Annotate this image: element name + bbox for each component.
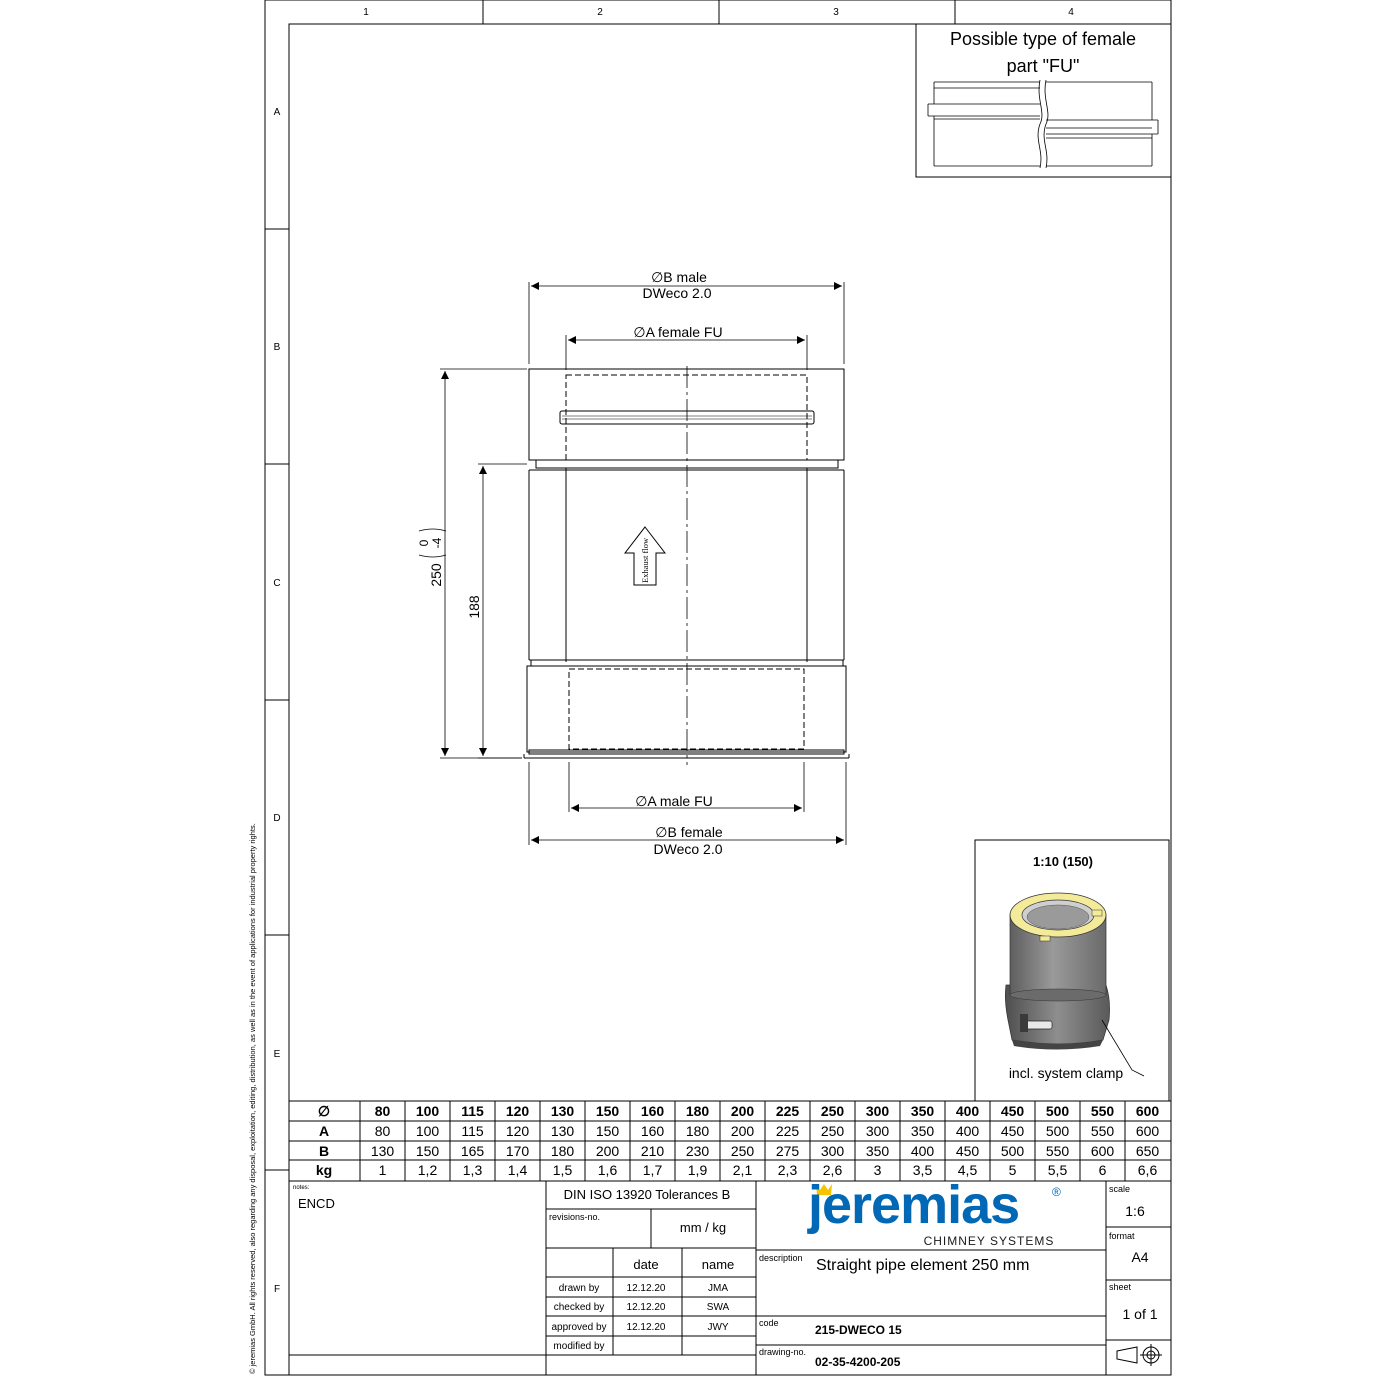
table-cell: 170 — [505, 1143, 530, 1159]
table-cell: 3 — [873, 1162, 882, 1178]
table-row-label: ∅ — [317, 1103, 331, 1119]
dim-total-250: 250 — [428, 563, 444, 587]
name-header: name — [701, 1257, 735, 1272]
table-cell: 600 — [1135, 1123, 1160, 1139]
dim-188: 188 — [466, 595, 482, 619]
dim-b-male-sub: DWeco 2.0 — [642, 285, 712, 301]
column-label: 1 — [363, 7, 369, 18]
table-cell: 500 — [1045, 1103, 1070, 1119]
row-labels — [273, 107, 280, 1295]
table-cell: 275 — [775, 1143, 800, 1159]
row-label: B — [273, 342, 281, 353]
dim-a-female: ∅A female FU — [633, 324, 723, 340]
drawn-name: JMA — [708, 1283, 728, 1294]
notes-label: notes: — [293, 1185, 310, 1191]
table-row-label: kg — [315, 1162, 333, 1178]
table-cell: 225 — [775, 1103, 800, 1119]
code-value: 215-DWECO 15 — [815, 1323, 902, 1337]
units: mm / kg — [679, 1220, 727, 1235]
approved-name: JWY — [707, 1322, 729, 1333]
table-cell: 1,5 — [552, 1162, 573, 1178]
table-cell: 180 — [685, 1103, 710, 1119]
scale-value: 1:6 — [1125, 1203, 1145, 1219]
table-cell: 115 — [461, 1103, 484, 1119]
table-cell: 450 — [1000, 1103, 1025, 1119]
row-label: A — [273, 107, 281, 118]
table-cell: 100 — [415, 1123, 440, 1139]
table-cell: 5 — [1008, 1162, 1017, 1178]
sheet-value: 1 of 1 — [1122, 1306, 1158, 1322]
table-cell: 300 — [865, 1103, 890, 1119]
table-cell: 400 — [955, 1123, 980, 1139]
table-cell: 120 — [505, 1103, 530, 1119]
table-cell: 550 — [1045, 1143, 1070, 1159]
table-cell: 115 — [461, 1123, 484, 1139]
pipe-element-drawing — [524, 366, 849, 765]
dim-tolerance-upper: 0 — [417, 539, 431, 547]
table-cell: 210 — [640, 1143, 665, 1159]
table-cell: 350 — [865, 1143, 890, 1159]
row-label: D — [273, 813, 281, 824]
table-cell: 150 — [595, 1123, 620, 1139]
dimension-labels — [417, 269, 723, 857]
inset-fu-title-line2: part "FU" — [1006, 56, 1080, 76]
title-block — [289, 1181, 1171, 1375]
table-cell: 400 — [955, 1103, 980, 1119]
scale-label: scale — [1109, 1184, 1131, 1194]
pipe-render-image — [1005, 893, 1109, 1050]
clamp-label: incl. system clamp — [1008, 1065, 1124, 1081]
table-cell: 250 — [820, 1123, 845, 1139]
code-label: code — [759, 1318, 779, 1328]
render-inset — [975, 840, 1169, 1101]
brand-subtitle: CHIMNEY SYSTEMS — [923, 1234, 1055, 1248]
column-label: 2 — [597, 7, 603, 18]
dim-tolerance-lower: -4 — [430, 537, 444, 549]
dim-a-male: ∅A male FU — [635, 793, 713, 809]
table-cell: 550 — [1090, 1103, 1115, 1119]
table-cell: 2,3 — [777, 1162, 798, 1178]
table-cell: 1,7 — [642, 1162, 663, 1178]
row-label: F — [273, 1284, 281, 1295]
row-label: E — [273, 1049, 281, 1060]
approved-date: 12.12.20 — [626, 1322, 666, 1333]
modified-label: modified by — [553, 1341, 605, 1352]
table-cell: 600 — [1135, 1103, 1160, 1119]
table-cell: 225 — [775, 1123, 800, 1139]
drawing-no-label: drawing-no. — [759, 1347, 807, 1357]
table-cell: 550 — [1090, 1123, 1115, 1139]
brand-registered: ® — [1052, 1185, 1061, 1199]
table-cell: 130 — [370, 1143, 395, 1159]
table-cell: 450 — [955, 1143, 980, 1159]
table-cell: 230 — [685, 1143, 710, 1159]
table-cell: 450 — [1000, 1123, 1025, 1139]
table-cell: 180 — [550, 1143, 575, 1159]
checked-label: checked by — [553, 1302, 605, 1313]
table-cell: 6 — [1098, 1162, 1107, 1178]
table-cell: 5,5 — [1047, 1162, 1068, 1178]
table-cell: 150 — [415, 1143, 440, 1159]
table-cell: 1,9 — [687, 1162, 708, 1178]
checked-name: SWA — [706, 1302, 730, 1313]
render-scale-label: 1:10 (150) — [1033, 854, 1093, 869]
revisions-label: revisions-no. — [549, 1212, 601, 1222]
table-cell: 500 — [1045, 1123, 1070, 1139]
format-value: A4 — [1131, 1249, 1149, 1265]
table-cell: 180 — [685, 1123, 710, 1139]
table-cell: 6,6 — [1137, 1162, 1158, 1178]
table-row-label: B — [318, 1143, 330, 1159]
table-cell: 2,6 — [822, 1162, 843, 1178]
table-row-label: A — [318, 1123, 330, 1139]
table-cell: 150 — [595, 1103, 620, 1119]
brand-logo-wordmark: jeremias — [808, 1175, 1020, 1235]
table-cell: 1,3 — [462, 1162, 483, 1178]
table-cell: 160 — [640, 1103, 665, 1119]
format-label: format — [1109, 1231, 1135, 1241]
column-label: 3 — [833, 7, 839, 18]
table-cell: 250 — [820, 1103, 845, 1119]
row-label: C — [273, 578, 281, 589]
table-cell: 165 — [460, 1143, 485, 1159]
exhaust-flow-label: Exhaust flow — [640, 537, 650, 583]
inset-fu — [916, 24, 1171, 177]
fu-profile-sketch — [928, 80, 1158, 168]
description-label: description — [759, 1253, 803, 1263]
table-cell: 350 — [910, 1103, 935, 1119]
table-cell: 300 — [820, 1143, 845, 1159]
table-cell: 3,5 — [912, 1162, 933, 1178]
tolerances: DIN ISO 13920 Tolerances B — [563, 1187, 731, 1202]
table-cell: 100 — [415, 1103, 440, 1119]
description-value: Straight pipe element 250 mm — [816, 1257, 1030, 1274]
table-cell: 1,4 — [507, 1162, 528, 1178]
table-cell: 130 — [550, 1103, 575, 1119]
table-cell: 1 — [378, 1162, 387, 1178]
table-cell: 400 — [910, 1143, 935, 1159]
dim-b-female: ∅B female — [655, 824, 723, 840]
table-cell: 250 — [730, 1143, 755, 1159]
table-cell: 500 — [1000, 1143, 1025, 1159]
table-cell: 350 — [910, 1123, 935, 1139]
table-cell: 2,1 — [732, 1162, 753, 1178]
approved-label: approved by — [551, 1322, 607, 1333]
drawn-label: drawn by — [558, 1283, 600, 1294]
date-header: date — [633, 1257, 659, 1272]
table-cell: 130 — [550, 1123, 575, 1139]
dim-b-male: ∅B male — [651, 269, 707, 285]
table-cell: 1,2 — [417, 1162, 438, 1178]
inset-fu-title-line1: Possible type of female — [949, 29, 1137, 49]
table-cell: 600 — [1090, 1143, 1115, 1159]
table-cell: 120 — [505, 1123, 530, 1139]
drawing-no-value: 02-35-4200-205 — [815, 1355, 901, 1369]
dim-b-female-sub: DWeco 2.0 — [653, 841, 723, 857]
table-cell: 200 — [730, 1123, 755, 1139]
table-cell: 1,6 — [597, 1162, 618, 1178]
table-cell: 650 — [1135, 1143, 1160, 1159]
checked-date: 12.12.20 — [626, 1302, 666, 1313]
table-cell: 4,5 — [957, 1162, 978, 1178]
copyright-notice: © jeremias GmbH. All rights reserved, also regarding any disposal, exploitation, editing, distribution, as well as in the event of applications for industrial property rights. — [248, 823, 257, 1374]
drawn-date: 12.12.20 — [626, 1283, 666, 1294]
table-cell: 80 — [374, 1123, 391, 1139]
table-cell: 160 — [640, 1123, 665, 1139]
table-cell: 200 — [595, 1143, 620, 1159]
table-cell: 80 — [374, 1103, 391, 1119]
notes-value: ENCD — [298, 1196, 335, 1211]
table-cell: 300 — [865, 1123, 890, 1139]
column-label: 4 — [1068, 7, 1074, 18]
table-cell: 200 — [730, 1103, 755, 1119]
projection-symbol-icon — [1117, 1344, 1162, 1366]
sheet-label: sheet — [1109, 1282, 1132, 1292]
exhaust-flow-arrow — [625, 527, 665, 585]
